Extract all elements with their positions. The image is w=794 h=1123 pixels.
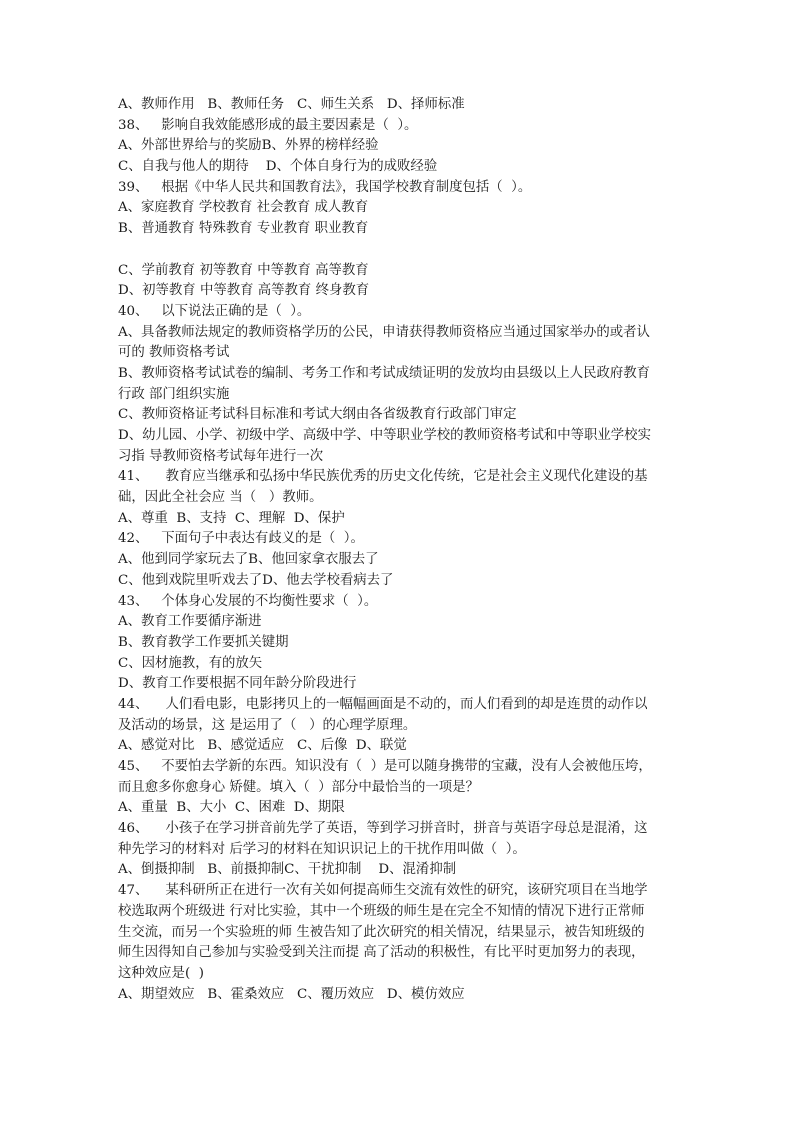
text-line: A、教师作用 B、教师任务 C、师生关系 D、择师标准 — [118, 97, 465, 112]
text-line: 39、 根据《中华人民共和国教育法》，我国学校教育制度包括（ ）。 — [118, 179, 532, 195]
text-line: 45、 不要怕去学新的东西。知识没有（ ）是可以随身携带的宝藏，没有人会被他压垮， — [118, 759, 652, 774]
text-line: 38、 影响自我效能感形成的最主要因素是（ ）。 — [118, 117, 418, 133]
text-line: 校选取两个班级进 行对比实验，其中一个班级的师生是在完全不知情的情况下进行正常师 — [118, 903, 645, 919]
blank-line — [118, 240, 678, 261]
text-line: C、因材施教，有的放矢 — [118, 655, 263, 671]
text-line: 这种效应是( ) — [118, 965, 204, 981]
text-line: 47、 某科研所正在进行一次有关如何提高师生交流有效性的研究，该研究项目在当地学 — [118, 883, 648, 899]
text-line: B、普通教育 特殊教育 专业教育 职业教育 — [118, 221, 369, 237]
text-line: D、教育工作要根据不同年龄分阶段进行 — [118, 676, 357, 692]
text-line: C、自我与他人的期待 D、个体自身行为的成败经验 — [118, 159, 438, 175]
text-line: A、期望效应 B、霍桑效应 C、覆历效应 D、模仿效应 — [118, 986, 465, 1002]
text-line: C、学前教育 初等教育 中等教育 高等教育 — [118, 262, 369, 278]
text-line: 及活动的场景，这 是运用了（ ）的心理学原理。 — [118, 717, 417, 733]
text-line: A、尊重 B、支持 C、理解 D、保护 — [118, 510, 345, 526]
text-line: B、教师资格考试试卷的编制、考务工作和考试成绩证明的发放均由县级以上人民政府教育 — [118, 365, 651, 381]
text-line: 43、 个体身心发展的不均衡性要求（ ）。 — [118, 593, 378, 609]
text-line: A、他到同学家玩去了B、他回家拿衣服去了 — [118, 552, 379, 568]
text-line: 生交流，而另一个实验班的师 生被告知了此次研究的相关情况，结果显示，被告知班级的 — [118, 924, 645, 940]
text-line: 行政 部门组织实施 — [118, 386, 230, 402]
text-line: A、外部世界给与的奖励B、外界的榜样经验 — [118, 138, 379, 154]
text-line: B、教育教学工作要抓关键期 — [118, 634, 289, 650]
text-line: 而且愈多你愈身心 矫健。填入（ ）部分中最恰当的一项是？ — [118, 779, 479, 795]
text-line: 习指 导教师资格考试每年进行一次 — [118, 448, 324, 464]
text-line: D、幼儿园、小学、初级中学、高级中学、中等职业学校的教师资格考试和中等职业学校实 — [118, 428, 651, 443]
text-line: 40、 以下说法正确的是（ ）。 — [118, 303, 311, 319]
text-line: 种先学习的材料对 后学习的材料在知识识记上的干扰作用叫做（ ）。 — [118, 841, 526, 857]
text-line: A、倒摄抑制 B、前摄抑制C、干扰抑制 D、混淆抑制 — [118, 862, 457, 878]
text-line: C、他到戏院里听戏去了D、他去学校看病去了 — [118, 572, 394, 588]
text-line: 42、 下面句子中表达有歧义的是（ ）。 — [118, 531, 364, 547]
text-line: 44、 人们看电影，电影拷贝上的一幅幅画面是不动的，而人们看到的却是连贯的动作以 — [118, 696, 648, 712]
question-text-block — [118, 95, 678, 1005]
text-line: 师生因得知自己参加与实验受到关注而提 高了活动的积极性，有比平时更加努力的表现， — [118, 945, 645, 961]
text-line: 46、 小孩子在学习拼音前先学了英语，等到学习拼音时，拼音与英语字母总是混淆，这 — [118, 821, 648, 837]
text-line: A、感觉对比 B、感觉适应 C、后像 D、联觉 — [118, 738, 407, 754]
text-line: A、具备教师法规定的教师资格学历的公民，申请获得教师资格应当通过国家举办的或者认 — [118, 324, 650, 340]
text-line: 础，因此全社会应 当（ ）教师。 — [118, 490, 323, 506]
text-line: D、初等教育 中等教育 高等教育 终身教育 — [118, 283, 370, 299]
text-line: C、教师资格证考试科目标准和考试大纲由各省级教育行政部门审定 — [118, 407, 517, 423]
text-line: A、重量 B、大小 C、困难 D、期限 — [118, 800, 345, 816]
text-line: A、家庭教育 学校教育 社会教育 成人教育 — [118, 200, 369, 216]
text-line: A、教育工作要循序渐进 — [118, 614, 262, 630]
text-line: 41、 教育应当继承和弘扬中华民族优秀的历史文化传统，它是社会主义现代化建设的基 — [118, 469, 648, 485]
text-line: 可的 教师资格考试 — [118, 345, 230, 361]
